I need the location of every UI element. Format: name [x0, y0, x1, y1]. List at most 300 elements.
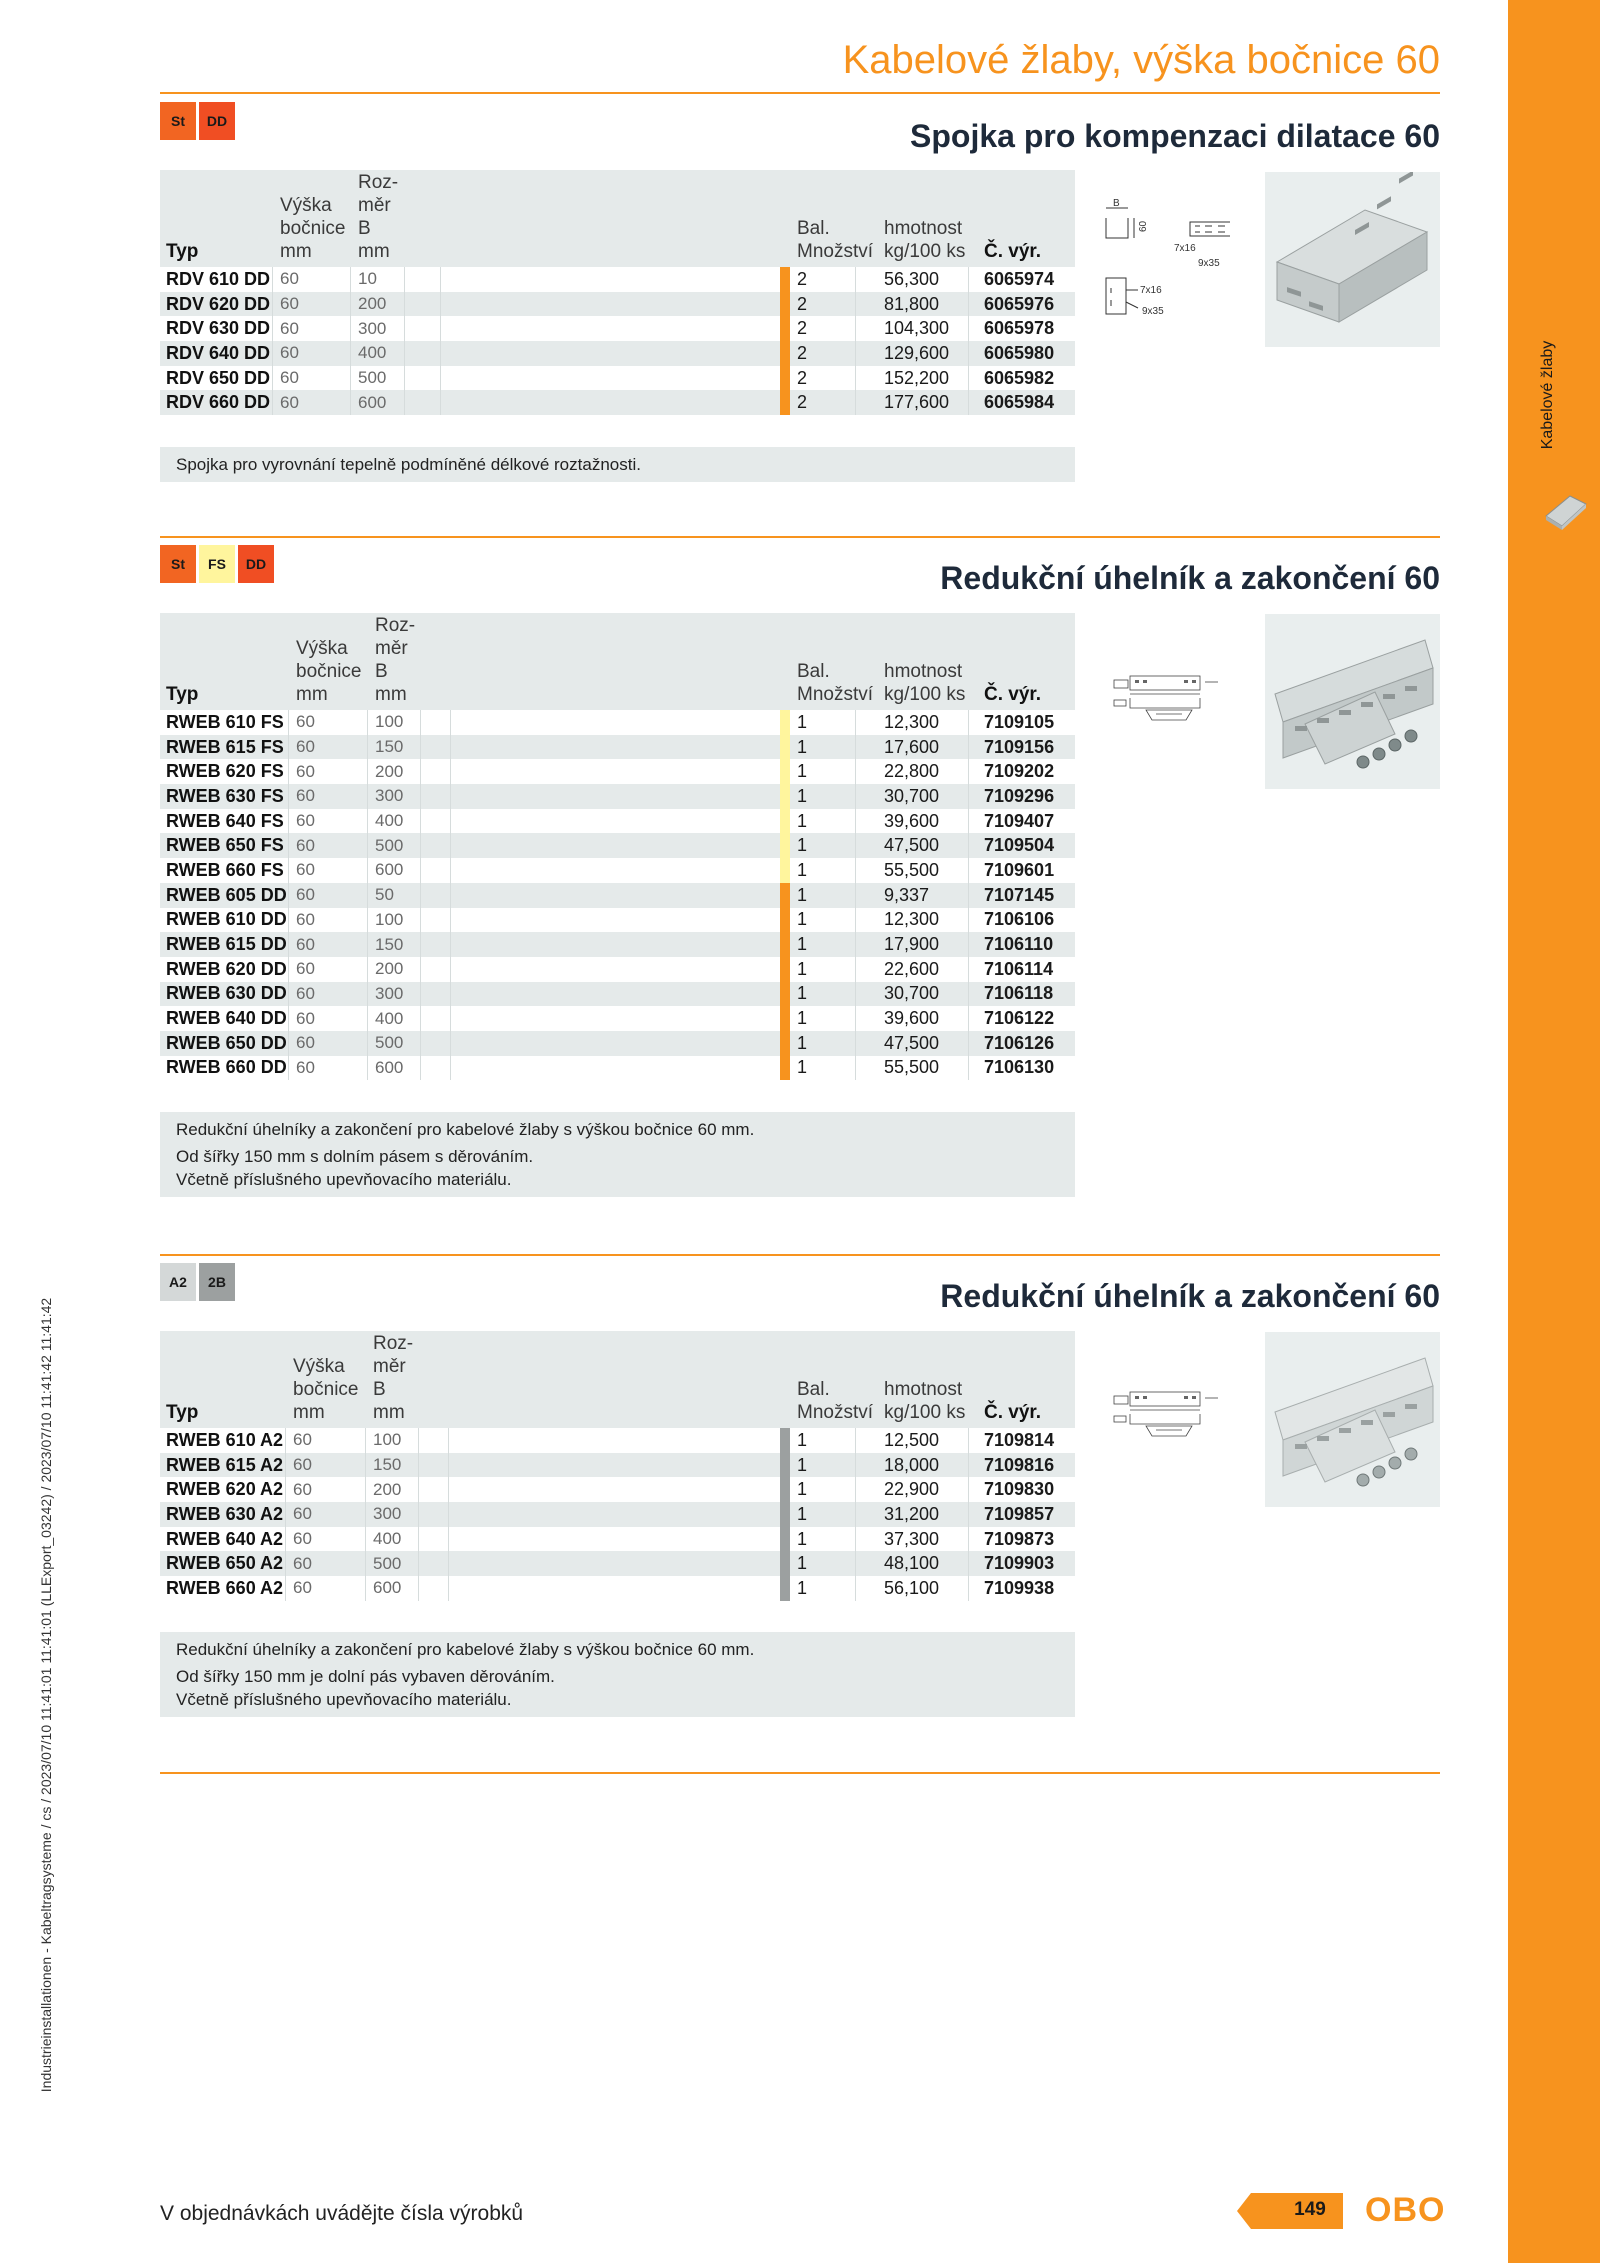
- column-separator: [420, 809, 421, 834]
- column-separator: [288, 957, 289, 982]
- cell-rozmer: 100: [373, 1430, 402, 1450]
- cell-hmotnost: 55,500: [884, 859, 940, 880]
- column-separator: [968, 292, 969, 317]
- cell-rozmer: 600: [375, 1057, 404, 1077]
- cell-hmotnost: 39,600: [884, 1008, 940, 1029]
- cell-vyska: 60: [296, 1033, 315, 1053]
- column-separator: [968, 858, 969, 883]
- cell-rozmer: 500: [375, 835, 404, 855]
- cell-typ: RWEB 660 FS: [166, 859, 284, 880]
- column-separator: [420, 833, 421, 858]
- column-separator: [350, 390, 351, 415]
- cell-typ: RWEB 615 DD: [166, 934, 287, 955]
- column-separator: [855, 1527, 856, 1552]
- cell-hmotnost: 17,600: [884, 736, 940, 757]
- column-separator: [288, 1031, 289, 1056]
- column-separator: [420, 759, 421, 784]
- finish-color-stripe: [780, 1006, 790, 1031]
- column-separator: [855, 1006, 856, 1031]
- finish-color-stripe: [780, 957, 790, 982]
- product-table: [160, 1331, 1075, 1601]
- section-title: Redukční úhelník a zakončení 60: [940, 560, 1440, 596]
- section-note: [160, 1632, 1075, 1717]
- column-separator: [450, 908, 451, 933]
- note-line: Včetně příslušného upevňovacího materiálu.: [176, 1170, 512, 1189]
- table-row: [160, 316, 1075, 341]
- column-separator: [365, 1502, 366, 1527]
- finish-color-stripe: [780, 883, 790, 908]
- note-line: Redukční úhelníky a zakončení pro kabelové žlaby s výškou bočnice 60 mm.: [176, 1640, 755, 1659]
- column-separator: [855, 735, 856, 760]
- cell-rozmer: 400: [375, 811, 404, 831]
- column-separator: [367, 833, 368, 858]
- column-separator: [367, 883, 368, 908]
- cell-hmotnost: 48,100: [884, 1553, 940, 1574]
- column-separator: [418, 1527, 419, 1552]
- column-separator: [855, 908, 856, 933]
- cell-art-no: 7109296: [984, 785, 1055, 806]
- cell-art-no: 7107145: [984, 884, 1055, 905]
- cell-art-no: 6065982: [984, 367, 1055, 388]
- column-separator: [288, 908, 289, 933]
- finish-color-stripe: [780, 390, 790, 415]
- table-row: [160, 982, 1075, 1007]
- table-row: [160, 267, 1075, 292]
- cell-hmotnost: 18,000: [884, 1454, 940, 1475]
- column-separator: [450, 1031, 451, 1056]
- header-bal: Bal. Množství: [797, 661, 874, 705]
- table-row: [160, 710, 1075, 735]
- cell-art-no: 7109873: [984, 1528, 1055, 1549]
- column-separator: [420, 1006, 421, 1031]
- cell-bal: 1: [797, 835, 808, 856]
- cell-vyska: 60: [296, 761, 315, 781]
- cell-bal: 1: [797, 934, 808, 955]
- column-separator: [440, 390, 441, 415]
- product-table: [160, 170, 1075, 415]
- table-row: [160, 1056, 1075, 1081]
- cell-typ: RWEB 610 A2: [166, 1429, 284, 1450]
- cell-hmotnost: 39,600: [884, 810, 940, 831]
- drawing-label: 60: [1138, 220, 1149, 232]
- cell-bal: 1: [797, 958, 808, 979]
- column-separator: [450, 932, 451, 957]
- section-note: [160, 447, 1075, 482]
- column-separator: [448, 1477, 449, 1502]
- cell-hmotnost: 22,600: [884, 958, 940, 979]
- cell-bal: 2: [797, 367, 808, 388]
- cell-rozmer: 150: [375, 737, 404, 757]
- cell-typ: RWEB 630 FS: [166, 785, 284, 806]
- cell-vyska: 60: [296, 1057, 315, 1077]
- badge-fs: FS: [199, 545, 235, 583]
- column-separator: [420, 858, 421, 883]
- column-separator: [855, 759, 856, 784]
- cell-hmotnost: 47,500: [884, 835, 940, 856]
- cell-art-no: 7109857: [984, 1503, 1055, 1524]
- cell-hmotnost: 177,600: [884, 392, 950, 413]
- finish-color-stripe: [780, 735, 790, 760]
- cell-vyska: 60: [296, 712, 315, 732]
- table-row: [160, 341, 1075, 366]
- cell-rozmer: 200: [375, 959, 404, 979]
- badge-dd: DD: [199, 102, 235, 140]
- footer-note: V objednávkách uvádějte čísla výrobků: [160, 2202, 524, 2225]
- cell-bal: 1: [797, 1454, 808, 1475]
- cell-hmotnost: 17,900: [884, 934, 940, 955]
- cell-bal: 1: [797, 810, 808, 831]
- column-separator: [448, 1428, 449, 1453]
- column-separator: [365, 1527, 366, 1552]
- drawing-label: 9x35: [1198, 258, 1220, 269]
- column-separator: [418, 1576, 419, 1601]
- cell-typ: RWEB 650 A2: [166, 1553, 284, 1574]
- column-separator: [350, 366, 351, 391]
- column-separator: [855, 858, 856, 883]
- table-row: [160, 932, 1075, 957]
- cell-vyska: 60: [296, 885, 315, 905]
- cell-vyska: 60: [296, 909, 315, 929]
- cell-bal: 1: [797, 1553, 808, 1574]
- column-separator: [367, 932, 368, 957]
- column-separator: [855, 316, 856, 341]
- cell-art-no: 7109202: [984, 761, 1055, 782]
- column-separator: [404, 366, 405, 391]
- column-separator: [420, 1056, 421, 1081]
- cell-art-no: 7109601: [984, 859, 1055, 880]
- product-table: [160, 613, 1075, 1080]
- column-separator: [367, 908, 368, 933]
- finish-color-stripe: [780, 1527, 790, 1552]
- cell-bal: 1: [797, 884, 808, 905]
- rweb-fs-product-photo: [1265, 614, 1440, 789]
- cell-bal: 1: [797, 1479, 808, 1500]
- column-separator: [440, 267, 441, 292]
- cell-rozmer: 100: [375, 712, 404, 732]
- column-separator: [288, 1056, 289, 1081]
- column-separator: [367, 982, 368, 1007]
- section-divider: [160, 1254, 1440, 1256]
- column-separator: [855, 932, 856, 957]
- column-separator: [855, 366, 856, 391]
- finish-color-stripe: [780, 267, 790, 292]
- cell-hmotnost: 30,700: [884, 785, 940, 806]
- column-separator: [448, 1527, 449, 1552]
- cell-typ: RDV 640 DD: [166, 342, 271, 363]
- section-title: Redukční úhelník a zakončení 60: [940, 1278, 1440, 1314]
- column-separator: [450, 883, 451, 908]
- badge-a2: A2: [160, 1263, 196, 1301]
- cell-typ: RDV 650 DD: [166, 367, 271, 388]
- cell-vyska: 60: [296, 983, 315, 1003]
- column-separator: [272, 292, 273, 317]
- table-row: [160, 1006, 1075, 1031]
- cell-vyska: 60: [296, 959, 315, 979]
- cell-hmotnost: 12,300: [884, 909, 940, 930]
- column-separator: [450, 1006, 451, 1031]
- column-separator: [450, 759, 451, 784]
- finish-color-stripe: [780, 1576, 790, 1601]
- column-separator: [285, 1527, 286, 1552]
- finish-color-stripe: [780, 710, 790, 735]
- cell-vyska: 60: [296, 811, 315, 831]
- column-separator: [448, 1502, 449, 1527]
- column-separator: [272, 366, 273, 391]
- column-separator: [367, 858, 368, 883]
- column-separator: [272, 267, 273, 292]
- cell-vyska: 60: [293, 1578, 312, 1598]
- column-separator: [855, 390, 856, 415]
- column-separator: [968, 1551, 969, 1576]
- column-separator: [968, 1527, 969, 1552]
- cell-typ: RDV 630 DD: [166, 318, 271, 339]
- column-separator: [450, 982, 451, 1007]
- column-separator: [855, 1031, 856, 1056]
- cell-vyska: 60: [280, 368, 299, 388]
- table-body: [160, 267, 1075, 415]
- cell-art-no: 7109156: [984, 736, 1055, 757]
- cell-bal: 1: [797, 785, 808, 806]
- column-separator: [365, 1453, 366, 1478]
- cell-bal: 1: [797, 1429, 808, 1450]
- rdv-product-photo: [1265, 172, 1440, 347]
- cell-bal: 1: [797, 1032, 808, 1053]
- cell-art-no: 6065980: [984, 342, 1055, 363]
- finish-color-stripe: [780, 784, 790, 809]
- column-separator: [968, 1428, 969, 1453]
- column-separator: [450, 858, 451, 883]
- column-separator: [367, 735, 368, 760]
- cell-hmotnost: 81,800: [884, 293, 940, 314]
- cell-art-no: 7106114: [984, 958, 1054, 979]
- column-separator: [367, 957, 368, 982]
- column-separator: [855, 267, 856, 292]
- cell-vyska: 60: [280, 269, 299, 289]
- table-row: [160, 957, 1075, 982]
- right-orange-bar: [1508, 0, 1600, 2263]
- column-separator: [288, 759, 289, 784]
- cell-typ: RWEB 610 DD: [166, 909, 287, 930]
- table-row: [160, 1502, 1075, 1527]
- material-badges: [160, 102, 235, 140]
- header-vyska: Výška bočnice mm: [293, 1356, 359, 1423]
- column-separator: [855, 710, 856, 735]
- material-badges: [160, 545, 274, 583]
- finish-color-stripe: [780, 809, 790, 834]
- cell-bal: 2: [797, 318, 808, 339]
- cell-art-no: 7106118: [984, 983, 1054, 1004]
- column-separator: [367, 710, 368, 735]
- cell-rozmer: 200: [358, 294, 387, 314]
- column-separator: [288, 710, 289, 735]
- cell-art-no: 7106126: [984, 1032, 1055, 1053]
- column-separator: [968, 908, 969, 933]
- cell-rozmer: 400: [373, 1529, 402, 1549]
- column-separator: [968, 735, 969, 760]
- table-row: [160, 784, 1075, 809]
- badge-dd: DD: [238, 545, 274, 583]
- cell-art-no: 7109814: [984, 1429, 1055, 1450]
- column-separator: [968, 1502, 969, 1527]
- cell-art-no: 7109830: [984, 1479, 1055, 1500]
- column-separator: [285, 1477, 286, 1502]
- rweb-a2-technical-drawing: [1110, 1382, 1220, 1468]
- header-art: Č. výr.: [984, 1402, 1042, 1423]
- cell-bal: 1: [797, 1528, 808, 1549]
- column-separator: [350, 267, 351, 292]
- column-separator: [365, 1576, 366, 1601]
- finish-color-stripe: [780, 1453, 790, 1478]
- finish-color-stripe: [780, 1502, 790, 1527]
- table-row: [160, 292, 1075, 317]
- column-separator: [968, 341, 969, 366]
- column-separator: [450, 710, 451, 735]
- column-separator: [968, 1453, 969, 1478]
- cell-typ: RWEB 620 FS: [166, 761, 284, 782]
- cell-hmotnost: 56,300: [884, 268, 940, 289]
- cell-rozmer: 300: [358, 318, 387, 338]
- column-separator: [968, 833, 969, 858]
- cell-vyska: 60: [296, 835, 315, 855]
- column-separator: [968, 366, 969, 391]
- table-row: [160, 735, 1075, 760]
- table-header: [160, 613, 1075, 710]
- cell-vyska: 60: [293, 1504, 312, 1524]
- table-body: [160, 710, 1075, 1080]
- cell-bal: 1: [797, 983, 808, 1004]
- cell-vyska: 60: [293, 1455, 312, 1475]
- section-divider: [160, 536, 1440, 538]
- column-separator: [288, 858, 289, 883]
- cell-typ: RWEB 650 FS: [166, 835, 284, 856]
- cell-art-no: 7109938: [984, 1577, 1055, 1598]
- cell-vyska: 60: [280, 294, 299, 314]
- cell-art-no: 7106130: [984, 1057, 1055, 1078]
- column-separator: [855, 1551, 856, 1576]
- cell-rozmer: 200: [373, 1479, 402, 1499]
- finish-color-stripe: [780, 858, 790, 883]
- cell-vyska: 60: [293, 1430, 312, 1450]
- column-separator: [367, 1031, 368, 1056]
- cell-rozmer: 200: [375, 761, 404, 781]
- cell-art-no: 6065984: [984, 392, 1055, 413]
- column-separator: [968, 1031, 969, 1056]
- cell-vyska: 60: [293, 1529, 312, 1549]
- finish-color-stripe: [780, 1477, 790, 1502]
- cell-vyska: 60: [296, 1008, 315, 1028]
- table-row: [160, 1428, 1075, 1453]
- column-separator: [285, 1576, 286, 1601]
- column-separator: [285, 1453, 286, 1478]
- cell-hmotnost: 56,100: [884, 1577, 940, 1598]
- cell-bal: 1: [797, 1577, 808, 1598]
- column-separator: [855, 1477, 856, 1502]
- table-row: [160, 759, 1075, 784]
- cell-typ: RWEB 610 FS: [166, 711, 284, 732]
- finish-color-stripe: [780, 1031, 790, 1056]
- cell-rozmer: 300: [373, 1504, 402, 1524]
- table-header: [160, 1331, 1075, 1428]
- column-separator: [418, 1453, 419, 1478]
- finish-color-stripe: [780, 932, 790, 957]
- column-separator: [420, 784, 421, 809]
- column-separator: [855, 1576, 856, 1601]
- table-row: [160, 1551, 1075, 1576]
- cell-typ: RWEB 615 A2: [166, 1454, 284, 1475]
- column-separator: [420, 735, 421, 760]
- column-separator: [367, 809, 368, 834]
- table-row: [160, 883, 1075, 908]
- note-line: Redukční úhelníky a zakončení pro kabelové žlaby s výškou bočnice 60 mm.: [176, 1120, 755, 1139]
- cell-hmotnost: 152,200: [884, 367, 950, 388]
- column-separator: [440, 316, 441, 341]
- header-rozmer: Roz- měr B mm: [358, 172, 399, 262]
- cell-typ: RDV 610 DD: [166, 268, 271, 289]
- cell-vyska: 60: [280, 392, 299, 412]
- finish-color-stripe: [780, 1428, 790, 1453]
- cell-rozmer: 600: [375, 860, 404, 880]
- table-row: [160, 1576, 1075, 1601]
- header-bal: Bal. Množství: [797, 1379, 874, 1423]
- column-separator: [420, 1031, 421, 1056]
- column-separator: [404, 390, 405, 415]
- cell-vyska: 60: [296, 786, 315, 806]
- column-separator: [418, 1477, 419, 1502]
- table-row: [160, 390, 1075, 415]
- finish-color-stripe: [780, 1056, 790, 1081]
- column-separator: [855, 341, 856, 366]
- column-separator: [288, 982, 289, 1007]
- drawing-label: 7x16: [1140, 285, 1162, 296]
- cell-art-no: 7109407: [984, 810, 1055, 831]
- column-separator: [404, 292, 405, 317]
- column-separator: [855, 784, 856, 809]
- column-separator: [855, 1056, 856, 1081]
- note-line: Od šířky 150 mm s dolním pásem s děrováním.: [176, 1147, 534, 1166]
- table-row: [160, 809, 1075, 834]
- finish-color-stripe: [780, 908, 790, 933]
- column-separator: [418, 1551, 419, 1576]
- cell-vyska: 60: [296, 934, 315, 954]
- cell-rozmer: 600: [373, 1578, 402, 1598]
- column-separator: [365, 1551, 366, 1576]
- column-separator: [272, 390, 273, 415]
- column-separator: [404, 267, 405, 292]
- cell-typ: RWEB 620 DD: [166, 958, 287, 979]
- column-separator: [440, 341, 441, 366]
- cell-typ: RWEB 630 DD: [166, 983, 287, 1004]
- column-separator: [285, 1551, 286, 1576]
- column-separator: [367, 1056, 368, 1081]
- column-separator: [420, 932, 421, 957]
- cell-rozmer: 150: [373, 1455, 402, 1475]
- cell-hmotnost: 22,800: [884, 761, 940, 782]
- cell-typ: RWEB 615 FS: [166, 736, 284, 757]
- header-vyska: Výška bočnice mm: [296, 638, 362, 705]
- cell-hmotnost: 104,300: [884, 318, 950, 339]
- drawing-label: B: [1113, 198, 1120, 209]
- column-separator: [450, 957, 451, 982]
- finish-color-stripe: [780, 1551, 790, 1576]
- cell-rozmer: 150: [375, 934, 404, 954]
- table-row: [160, 1527, 1075, 1552]
- drawing-label: 7x16: [1174, 243, 1196, 254]
- cell-rozmer: 100: [375, 909, 404, 929]
- cell-bal: 1: [797, 1008, 808, 1029]
- cell-hmotnost: 9,337: [884, 884, 930, 905]
- header-art: Č. výr.: [984, 241, 1042, 262]
- table-body: [160, 1428, 1075, 1601]
